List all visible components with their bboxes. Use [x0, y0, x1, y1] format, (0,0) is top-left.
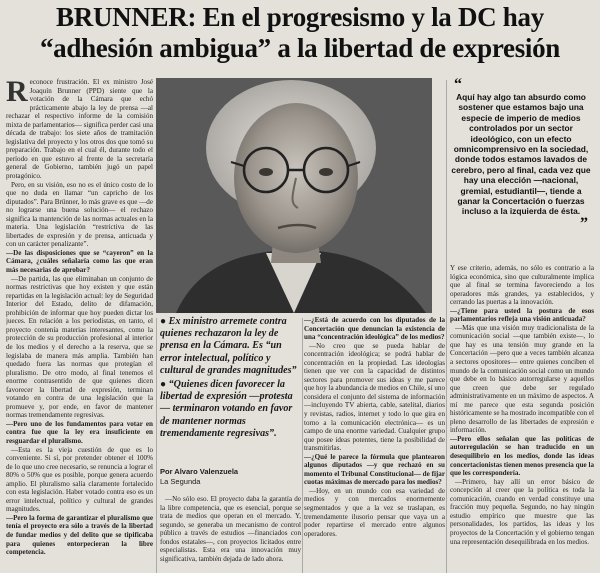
column-divider	[156, 318, 157, 573]
portrait-photo	[156, 78, 432, 313]
paragraph: —De partida, las que eliminaban un conjunto de normas restrictivas que hoy existen y que están repartidas en la legislación actual: ley de Seguridad Interior del Estado, delito de difamación, prohibición de informar que hoy pueden dictar los jueces. En relación a los periodistas, en tanto, el proyecto contenía materias interesantes, como la protección de su producción profesional al interior de los medios y el derecho a la reserva, que se legislaba de manera más amplia. También han quedado fuera las normas que protegían el pluralismo. De otro modo, al final tenemos el enorme contrasentido de que quienes dicen favorecer la libertad de expresión, terminan votando en contra de una legislación que la promueve y, por ende, en favor de mantener normas tremendamente regresivas.	[6, 274, 153, 420]
interview-question: —¿Tiene para usted la postura de esos parlamentarios refleja una visión anticuada?	[450, 306, 594, 324]
paragraph: —No sólo eso. El proyecto daba la garantía de la libre competencia, que es esencial, porque se trata de medios que operan en el mercado. Y, segundo, se generaba un mecanismo de control público a través de estudios —financiados con fondos estatales—, con proyectos licitados entre especialistas. Esta era una innovación muy significativa, también dejada de lado ahora.	[160, 495, 301, 563]
pull-quote-text: Aquí hay algo tan absurdo como sostener que estamos bajo una especie de imperio de medios controlados por un sector ideológico, con un efecto omnicomprensivo en la sociedad, donde todos estamos lavados de cerebro, pero al final, cada vez que hay una elección —nacional, gremial, estudiantil—, tiende a ganar la Concertación o fuerzas incluso a la izquierda de ésta.	[451, 92, 591, 217]
paragraph: —Primero, hay allí un error básico de concepción al creer que la política es toda la comunicación, cuando en verdad constituye una fracción muy pequeña. Segundo, no hay ningún estudio empírico que muestre que las personalidades, los partidos, las ideas y los proyectos de la Concertación y el gobierno tengan una representación desequilibrada en los medios.	[450, 477, 594, 546]
portrait-illustration	[156, 78, 432, 313]
paragraph: —Esta es la vieja cuestión de que es lo conveniente. Si sí, por pretender obtener el 100% de lo que uno cree necesario, se renuncia a lograr el 80% o 50% que es posible, porque genera acuerdo amplio. El pluralismo salía claramente fortalecido con esta legislación. Haber votado contra eso es un error intelectual, político y cultural de grandes magnitudes.	[6, 445, 153, 514]
headline	[0, 2, 600, 64]
paragraph: Pero, en su visión, eso no es el único costo de lo que no duda en llamar “un capricho de los diputados”. Para Brünner, lo más grave es que —de no lograrse una buena solución— el rechazo significa la mantención de las normas actuales en la materia. Una legislación “restrictiva de las libertades de expresión y de prensa, anticuada y con un carácter penalizante”.	[6, 180, 153, 249]
byline-author: Por Alvaro Valenzuela	[160, 467, 239, 476]
headline-line-2: “adhesión ambigua” a la libertad de expresión	[39, 33, 561, 63]
article-column-2	[160, 495, 301, 573]
interview-question: —Pero la forma de garantizar el pluralismo que tenía el proyecto era sólo a través de la libertad de fundar medios y del delito que se tipificaba para quienes entorpecieran la libre competencia.	[6, 513, 153, 557]
summary-bullets	[160, 316, 301, 481]
headline-line-1: BRUNNER: En el progresismo y la DC hay	[56, 2, 544, 32]
interview-question: —¿Está de acuerdo con los diputados de la Concertación que denuncian la existencia de una “concentración ideológica” de los medios?	[304, 316, 445, 342]
article-column-3	[304, 316, 445, 573]
byline-section: La Segunda	[160, 477, 201, 486]
drop-cap: R	[6, 78, 28, 108]
open-quote-mark: “	[454, 76, 462, 93]
paragraph: —No creo que se pueda hablar de concentración ideológica; se podrá hablar de concentración en la propiedad. Las ideologías tienen que ver con la capacidad de distintos sectores para promover sus ideas y me parece que hoy la abundancia de medios en Chile, sí uno considera el conjunto del sistema de información —incluyendo TV abierta, cable, satelital, diarios y revistas, radios, internet y todo lo que gira en torno a la comunicación electrónica— es un campo de una enorme variedad. Cualquier grupo que posee ideas potentes, tiene la posibilidad de transmitirlas.	[304, 341, 445, 453]
paragraph: —Más que una visión muy tradicionalista de la comunicación social —que también existe—, lo que hay es una tensión muy grande en la Concertación —pero que a veces también alcanza a sectores opositores— entre quienes conciben el mundo de la comunicación social como un mundo que debe en lo básico autorregularse y aquellos que creen que debe ser regulado administrativamente en un máximo de aspectos. A mí me parece que esta segunda posición históricamente se ha mostrado incompatible con el pleno desarrollo de las libertades de expresión e información.	[450, 323, 594, 435]
byline	[160, 467, 301, 487]
column-divider	[302, 318, 303, 573]
paragraph: Y ese criterio, además, no sólo es contrario a la lógica económica, sino que culturalmente implica que al final se termina favoreciendo a los operadores más grandes, ya establecidos, y cerrando las puertas a la innovación.	[450, 264, 594, 307]
interview-question: —Pero uno de los fundamentos para votar en contra fue que la ley era insuficiente en resguardar el pluralismo.	[6, 419, 153, 445]
article-column-4	[450, 264, 594, 573]
paragraph: econoce frustración. El ex ministro José Joaquín Brunner (PPD) siente que la votación de la Cámara que echó prácticamente abajo la ley de prensa —al rechazar el respectivo informe de la comisión mixta de parlamentarios— significa perder casi una década de trabajo: los siete años de tramitación legislativa del proyecto y los otros dos que tomó su preparación. Trabajo en el cual él, durante todo el período en que estuvo al frente de la secretaría general de Gobierno, también jugó un papel protagónico.	[6, 78, 153, 181]
article-column-1	[6, 78, 153, 573]
summary-bullet: ● “Quienes dicen favorecer la libertad de expresión —protesta— terminaron votando en favor de mantener normas tremendamente regresivas”.	[160, 379, 293, 439]
column-divider	[446, 80, 447, 573]
interview-question: —Pero ellos señalan que las políticas de autorregulación se han traducido en un desequilibrio en los medios, donde las ideas concertacionistas tienen menos presencia que la que les correspondería.	[450, 434, 594, 478]
summary-bullet: ● Ex ministro arremete contra quienes rechazaron la ley de prensa en la Cámara. Es “un error intelectual, político y cultural de grandes magnitudes”	[160, 316, 297, 376]
close-quote-mark: ”	[580, 214, 588, 232]
paragraph: —Hoy, en un mundo con esa variedad de medios y con mercados enormemente segmentados y que a la vez se traslapan, es tremendamente ilusorio pensar que vaya un a poder repartirse el mercado entre algunos operadores.	[304, 486, 445, 538]
interview-question: —¿Qué le parece la fórmula que plantearon algunos diputados —y que rechazó en su momento el Tribunal Constitucional— de fijar cuotas máximas de mercado para los medios?	[304, 452, 445, 487]
pull-quote	[448, 78, 594, 253]
interview-question: —De las disposiciones que se “cayeron” en la Cámara, ¿cuáles señalaría como las que eran más necesarias de aprobar?	[6, 248, 153, 275]
